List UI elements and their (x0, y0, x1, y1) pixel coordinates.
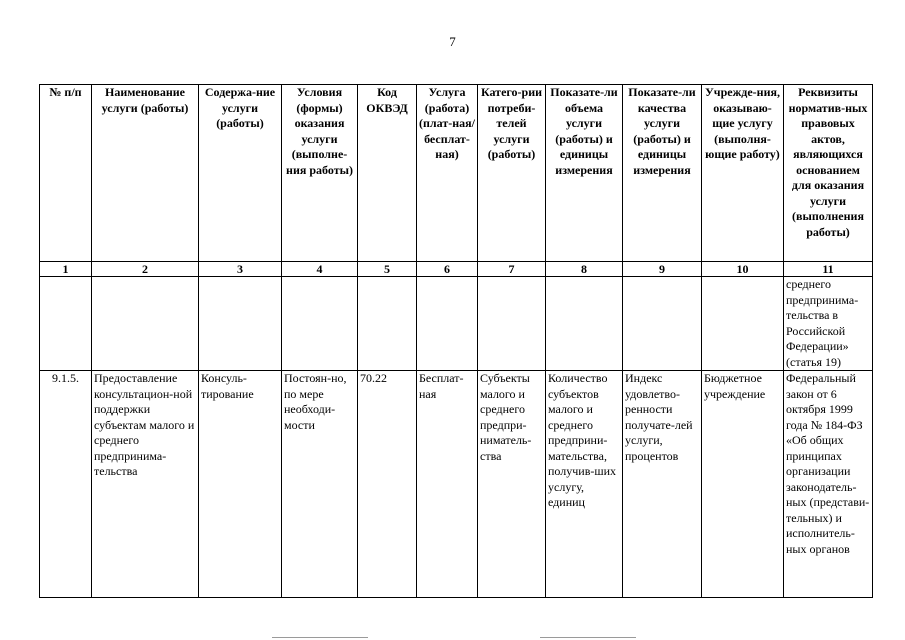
row-number: 9.1.5. (40, 371, 92, 598)
col-header-consumers: Катего-рии потреби-телей услуги (работы) (478, 85, 546, 262)
col-number: 7 (478, 262, 546, 277)
table-cell (282, 277, 358, 371)
legal-acts: Федеральный закон от 6 октября 1999 года № 184-ФЗ «Об общих принципах организации законодатель-ных (представи-тельных) и исполнитель-ных органов (784, 371, 873, 598)
col-header-volume-indicators: Показате-ли объема услуги (работы) и единицы измерения (546, 85, 623, 262)
table-cell (623, 277, 702, 371)
continuation-row (40, 277, 873, 371)
col-header-legal-acts: Реквизиты норматив-ных правовых актов, являющихся основанием для оказания услуги (выполнения работы) (784, 85, 873, 262)
table-cell (417, 277, 478, 371)
service-content: Консуль-тирование (199, 371, 282, 598)
col-number: 2 (92, 262, 199, 277)
col-number: 8 (546, 262, 623, 277)
col-header-number: № п/п (40, 85, 92, 262)
col-number: 3 (199, 262, 282, 277)
col-header-paid-free: Услуга (работа) (плат-ная/ бесплат-ная) (417, 85, 478, 262)
institutions: Бюджетное учреждение (702, 371, 784, 598)
volume-indicators: Количество субъектов малого и среднего предприни-мательства, получив-ших услугу, единиц (546, 371, 623, 598)
table-cell (478, 277, 546, 371)
scan-edge-line (272, 637, 368, 638)
col-number: 10 (702, 262, 784, 277)
service-conditions: Постоян-но, по мере необходи-мости (282, 371, 358, 598)
services-table (39, 84, 873, 598)
col-number: 1 (40, 262, 92, 277)
paid-free-status: Бесплат-ная (417, 371, 478, 598)
page-number: 7 (449, 34, 456, 49)
col-number: 6 (417, 262, 478, 277)
consumer-categories: Субъекты малого и среднего предпри-ниматель-ства (478, 371, 546, 598)
okved-code: 70.22 (358, 371, 417, 598)
col-header-quality-indicators: Показате-ли качества услуги (работы) и единицы измерения (623, 85, 702, 262)
col-header-institutions: Учрежде-ния, оказываю-щие услугу (выполня-ющие работу) (702, 85, 784, 262)
table-cell (702, 277, 784, 371)
table-row (40, 371, 873, 598)
col-number: 4 (282, 262, 358, 277)
quality-indicators: Индекс удовлетво-ренности получате-лей услуги, процентов (623, 371, 702, 598)
table-cell (40, 277, 92, 371)
col-number: 9 (623, 262, 702, 277)
legal-acts-continuation: среднего предпринима-тельства в Российской Федерации» (статья 19) (784, 277, 873, 371)
col-header-okved: Код ОКВЭД (358, 85, 417, 262)
table-cell (358, 277, 417, 371)
service-name: Предоставление консультацион-ной поддержки субъектам малого и среднего предпринима-тельства (92, 371, 199, 598)
col-header-service-content: Содержа-ние услуги (работы) (199, 85, 282, 262)
table-cell (199, 277, 282, 371)
column-number-row (40, 262, 873, 277)
col-number: 11 (784, 262, 873, 277)
col-number: 5 (358, 262, 417, 277)
col-header-conditions: Условия (формы) оказания услуги (выполне-ния работы) (282, 85, 358, 262)
table-cell (546, 277, 623, 371)
col-header-service-name: Наименование услуги (работы) (92, 85, 199, 262)
header-row (40, 85, 873, 262)
table-cell (92, 277, 199, 371)
scan-edge-line (540, 637, 636, 638)
